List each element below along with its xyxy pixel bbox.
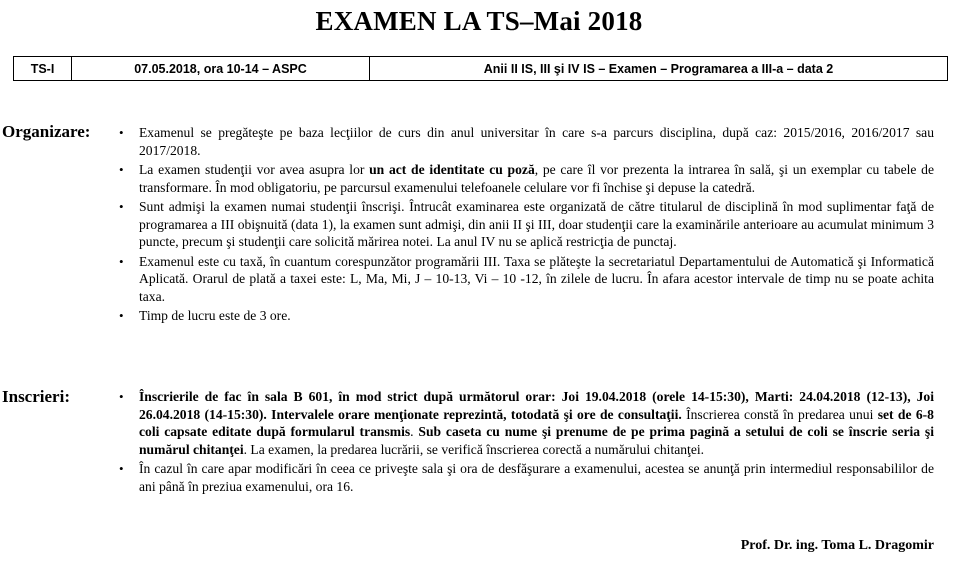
item-text: În cazul în care apar modificări în ceea ce priveşte sala şi ora de desfăşurare a examenului, acestea se anunţă prin intermediul responsabililor de ani până în preziua examenului, ora 16.	[139, 461, 934, 494]
item-text: Examenul este cu taxă, în cuantum corespunzător programării III. Taxa se plăteşte la secretariatul Departamentului de Automatică şi Informatică Aplicată. Orarul de plată a taxei este: L, Ma, Mi, J – 10-13, Vi – 10 -12, în zilele de lucru. În afara acestor intervale de timp nu se poate achita taxa.	[139, 253, 934, 304]
list-item	[118, 460, 934, 495]
bullet-icon: •	[119, 125, 124, 140]
bullet-icon: •	[119, 308, 124, 323]
item-text: Examenul se pregăteşte pe baza lecţiilor de curs din anul universitar în care s-a parcurs disciplina, după caz: 2015/2016, 2016/2017 sau 2017/2018.	[139, 125, 934, 158]
item-text: . La examen, la predarea lucrării, se verifică înscrierea corectă a numărului chitanţei.	[243, 441, 705, 457]
organizare-list	[118, 124, 934, 327]
item-text-bold: Sub caseta cu nume şi prenume de pe prima pagină a setului de coli se înscrie seria şi numărul chitanţei	[139, 424, 934, 457]
exam-description-cell: Anii II IS, III şi IV IS – Examen – Programarea a III-a – data 2	[370, 57, 948, 81]
item-text-bold: un act de identitate cu poză	[369, 162, 535, 177]
list-item	[118, 253, 934, 306]
list-item	[118, 388, 934, 458]
exam-date-cell: 07.05.2018, ora 10-14 – ASPC	[72, 57, 370, 81]
list-item	[118, 198, 934, 251]
bullet-icon: •	[119, 253, 124, 269]
item-text: Înscrierea constă în predarea unui	[681, 406, 878, 422]
exam-info-row	[14, 57, 948, 81]
item-text: La examen studenţii vor avea asupra lor	[139, 162, 370, 177]
exam-code-cell: TS-I	[14, 57, 72, 81]
inscrieri-label: Inscrieri:	[2, 387, 70, 406]
signature: Prof. Dr. ing. Toma L. Dragomir	[740, 538, 934, 553]
item-text-bold: set de 6-8 coli capsate editate după formularul transmis	[139, 406, 934, 439]
list-item	[118, 161, 934, 196]
item-text: Sunt admişi la examen numai studenţii înscrişi. Întrucât examinarea este organizată de către titularul de disciplină în mod suplimentar faţă de programarea a III obişnuită (data 1), la examen sunt admişi, din anii II şi III, doar studenţii care la examinările anterioare au acumulat minimum 3 puncte, precum şi studenţii care solicită mărirea notei. La anul IV nu se aplică restricţia de punctaj.	[139, 199, 934, 249]
bullet-icon: •	[119, 199, 124, 214]
item-text: , pe care îl vor prezenta la intrarea în sală, şi un exemplar cu tabele de transformare. În mod obligatoriu, pe parcursul examenului telefoanele celulare vor fi închise şi depuse la catedră.	[139, 162, 935, 195]
list-item	[118, 124, 934, 159]
item-text-bold: Înscrierile de fac în sala B 601, în mod strict după următorul orar: Joi 19.04.2018 (orele 14-15:30), Marti: 24.04.2018 (12-13), Joi 26.04.2018 (14-15:30). Intervalele orare menţionate reprezintă, totodată şi ore de consultaţii.	[139, 389, 934, 422]
bullet-icon: •	[119, 389, 124, 404]
page-title: EXAMEN LA TS–Mai 2018	[315, 6, 643, 36]
bullet-icon: •	[119, 461, 124, 476]
organizare-label: Organizare:	[2, 122, 91, 141]
item-text: .	[410, 424, 419, 439]
exam-info-table	[13, 56, 948, 81]
inscrieri-list	[118, 388, 934, 497]
item-text: Timp de lucru este de 3 ore.	[139, 308, 291, 323]
bullet-icon: •	[119, 162, 124, 177]
list-item	[118, 307, 934, 325]
